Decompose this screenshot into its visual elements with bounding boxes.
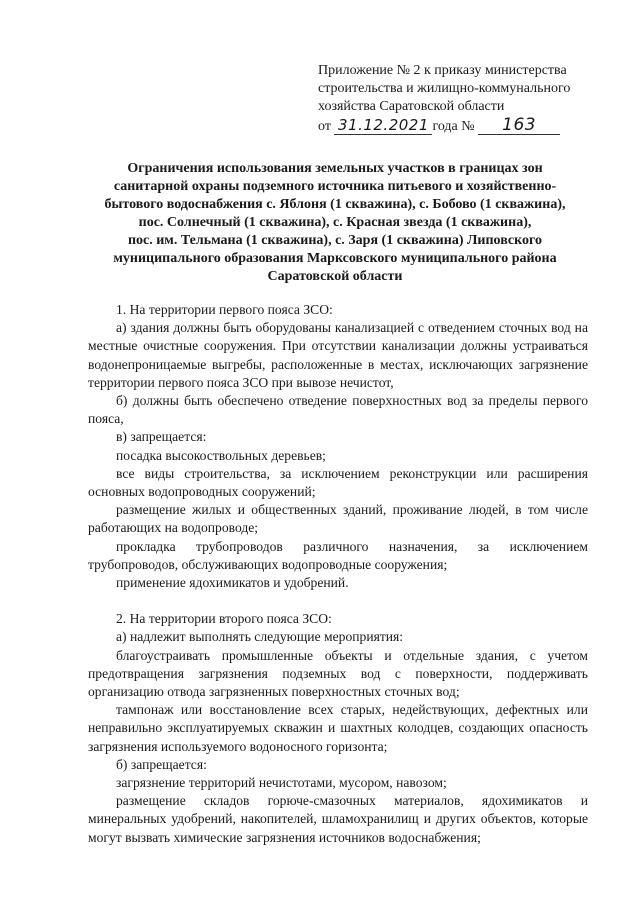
attachment-line-1: Приложение № 2 к приказу министерства <box>318 63 567 78</box>
title-line: муниципального образования Марксовского муниципального района <box>113 251 557 266</box>
title-line: санитарной охраны подземного источника питьевого и хозяйственно- <box>113 179 557 194</box>
section-2-heading: 2. На территории второго пояса ЗСО: <box>116 611 332 627</box>
section-2-prohibition: размещение складов горюче-смазочных материалов, ядохимикатов и минеральных удобрений, накопителей, шламохранилищ и других объектов, которые могут вызвать химические загрязнения источников водоснабжения; <box>88 793 588 845</box>
section-2-measure: тампонаж или восстановление всех старых, недействующих, дефектных или неправильно эксплуатируемых скважин и шахтных колодцев, создающих опасность загрязнения используемого водоносного горизонта; <box>88 702 588 754</box>
attachment-header <box>318 62 598 136</box>
title-line: пос. им. Тельмана (1 скважина), с. Заря (1 скважина) Липовского <box>127 233 543 248</box>
section-1-prohibition: применение ядохимикатов и удобрений. <box>116 575 349 591</box>
attachment-date-line <box>318 116 598 136</box>
handwritten-number: 163 <box>478 116 560 135</box>
title-line: Саратовской области <box>267 269 403 284</box>
section-1-prohibition: прокладка трубопроводов различного назначения, за исключением трубопроводов, обслуживающих водопроводные сооружения; <box>88 538 588 572</box>
title-line: пос. Солнечный (1 скважина), с. Красная звезда (1 скважина), <box>138 215 532 230</box>
attachment-line-3: хозяйства Саратовской области <box>318 99 505 114</box>
document-body <box>88 301 588 847</box>
section-2-item-b: б) запрещается: <box>116 756 207 772</box>
document-title <box>96 160 574 286</box>
section-2-item-a: а) надлежит выполнять следующие мероприятия: <box>116 629 404 645</box>
handwritten-date: 31.12.2021 <box>334 116 432 135</box>
section-spacer <box>88 592 588 610</box>
section-1-item-v: в) запрещается: <box>116 429 207 445</box>
section-2-measure: благоустраивать промышленные объекты и отдельные здания, с учетом предотвращения загрязнения подземных вод с поверхности, поддерживать организацию отвода загрязненных поверхностных сточных вод; <box>88 647 588 700</box>
year-number-label: года № <box>432 119 475 134</box>
title-line: Ограничения использования земельных участков в границах зон <box>127 161 543 176</box>
section-1-prohibition: все виды строительства, за исключением реконструкции или расширения основных водопроводных сооружений; <box>88 465 588 500</box>
section-1-item-a: а) здания должны быть оборудованы канализацией с отведением сточных вод на местные очистные сооружения. При отсутствии канализации должны устраиваться водонепроницаемые выгребы, расположенные в местах, исключающих загрязнение территории первого пояса ЗСО при вывозе нечистот, <box>88 320 588 390</box>
section-1-prohibition: размещение жилых и общественных зданий, проживание людей, в том числе работающих на водопроводе; <box>88 502 588 536</box>
section-1-heading: 1. На территории первого пояса ЗСО: <box>116 302 333 317</box>
section-1-item-b: б) должны быть обеспечено отведение поверхностных вод за пределы первого пояса, <box>88 393 588 427</box>
section-1-prohibition: посадка высокоствольных деревьев; <box>116 447 326 463</box>
attachment-line-2: строительства и жилищно-коммунального <box>318 81 571 96</box>
section-2-prohibition: загрязнение территорий нечистотами, мусором, навозом; <box>116 775 447 791</box>
from-label: от <box>318 119 331 134</box>
title-line: бытового водоснабжения с. Яблоня (1 скважина), с. Бобово (1 скважина), <box>104 197 566 212</box>
